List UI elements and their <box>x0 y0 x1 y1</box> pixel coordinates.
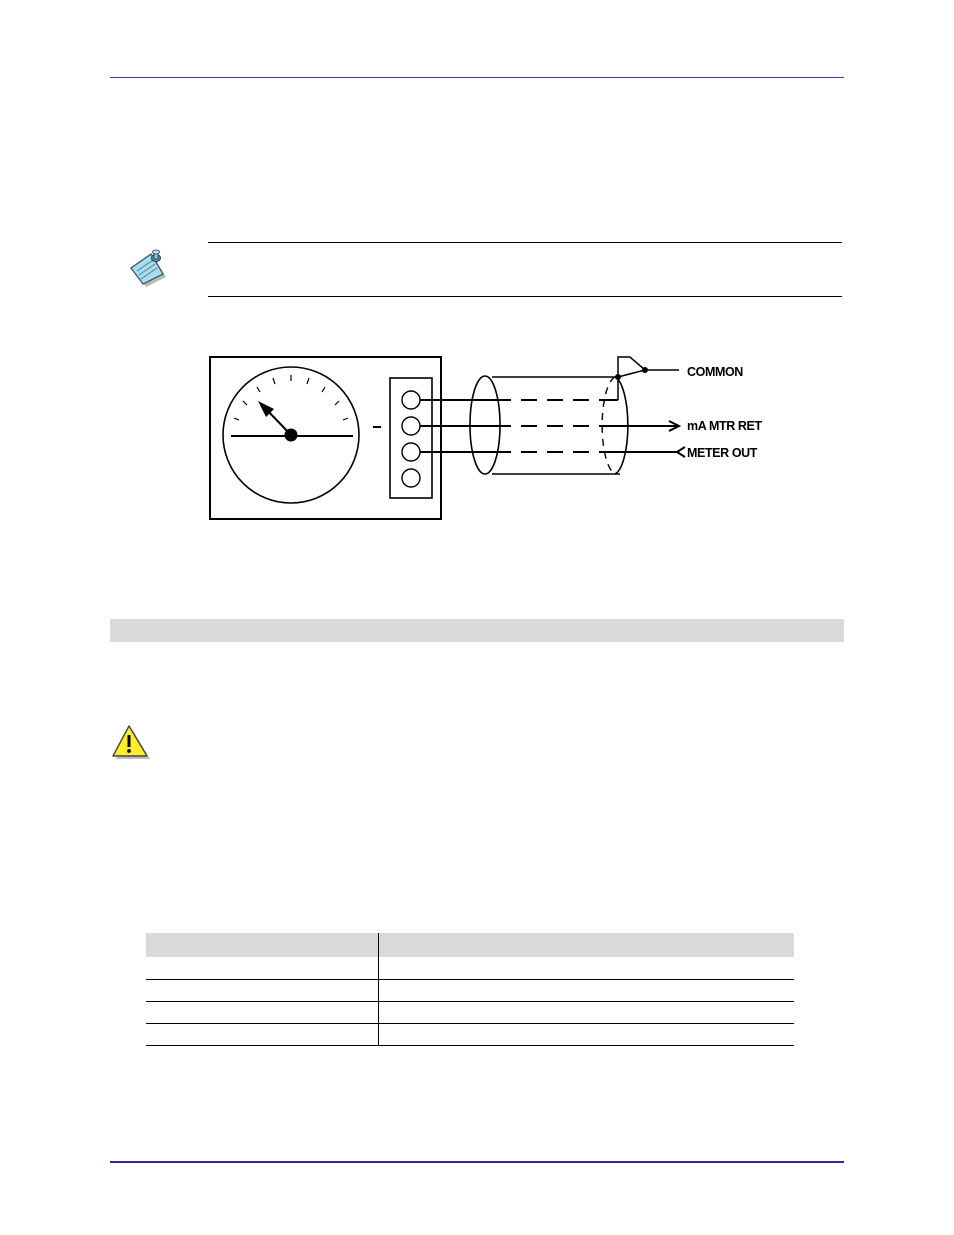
warning-triangle-icon <box>112 724 154 762</box>
label-meter-out: METER OUT <box>687 446 758 460</box>
table-row <box>146 979 794 1002</box>
terminal-3 <box>402 443 420 461</box>
terminal-2 <box>402 417 420 435</box>
table-row <box>146 957 794 980</box>
section-heading-band <box>110 619 844 642</box>
table-cell <box>146 957 379 979</box>
note-pin-icon <box>128 249 172 289</box>
table-row <box>146 1001 794 1024</box>
wire-meter-out <box>420 447 685 457</box>
header-divider <box>378 933 379 957</box>
label-ma-mtr-ret: mA MTR RET <box>687 419 762 433</box>
spec-table <box>146 933 794 1047</box>
table-row <box>146 1023 794 1046</box>
label-common: COMMON <box>687 365 743 379</box>
terminal-1 <box>402 391 420 409</box>
meter-wiring-diagram <box>205 350 785 525</box>
wire-ma-mtr-ret <box>420 421 679 431</box>
shield-connection <box>618 357 679 400</box>
table-cell <box>146 1001 379 1023</box>
needle-pivot <box>285 429 298 442</box>
table-cell <box>146 979 379 1001</box>
footer-rule <box>110 1161 844 1163</box>
note-bottom-rule <box>208 296 842 297</box>
table-cell <box>146 1023 379 1045</box>
note-top-rule <box>208 242 842 243</box>
shield-junction-2 <box>642 367 648 373</box>
shield-junction-1 <box>615 374 621 380</box>
table-header-row <box>146 933 794 957</box>
header-rule <box>110 77 844 78</box>
terminal-4 <box>402 469 420 487</box>
